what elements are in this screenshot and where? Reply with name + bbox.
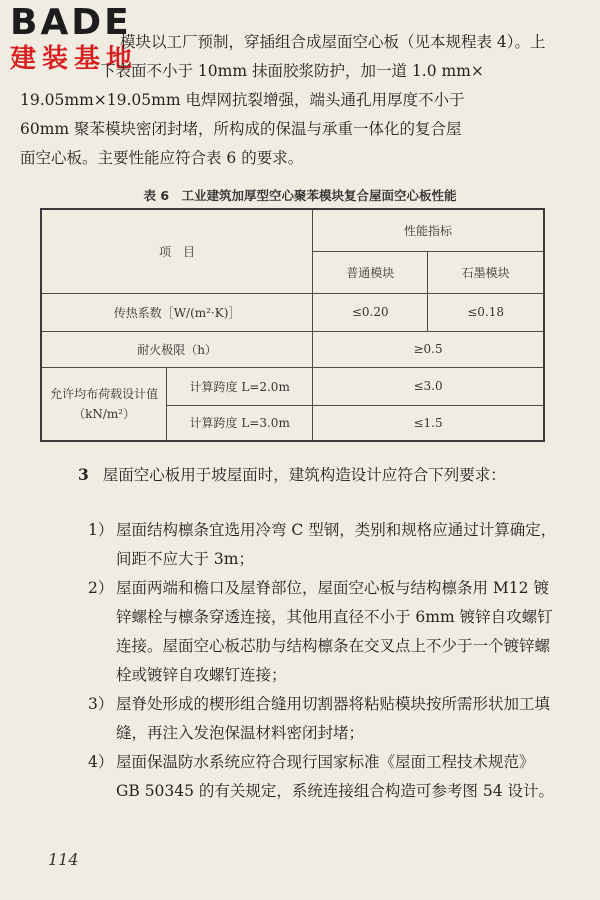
section-number: 3 — [78, 465, 89, 484]
section-3 — [60, 460, 560, 490]
header-item: 项 目 — [41, 209, 313, 293]
item-number: 4） — [88, 753, 114, 771]
list-item — [88, 516, 558, 574]
list-item — [88, 748, 558, 806]
list-item — [88, 690, 558, 748]
intro-line: 模块以工厂预制，穿插组合成屋面空心板（见本规程表 4）。上 — [120, 33, 546, 51]
item-number: 2） — [88, 579, 114, 597]
header-normal-module: 普通模块 — [313, 251, 428, 293]
item-number: 1） — [88, 521, 114, 539]
item-text: 屋脊处形成的楔形组合缝用切割器将粘贴模块按所需形状加工填缝，再注入发泡保温材料密闭封堵； — [116, 695, 551, 742]
header-performance: 性能指标 — [313, 209, 544, 251]
item-number: 3） — [88, 695, 114, 713]
intro-line: 60mm 聚苯模块密闭封堵，所构成的保温与承重一体化的复合屋 — [20, 120, 462, 138]
item-text: 屋面保温防水系统应符合现行国家标准《屋面工程技术规范》GB 50345 的有关规定，系统连接组合构造可参考图 54 设计。 — [116, 753, 555, 800]
section-text: 屋面空心板用于坡屋面时，建筑构造设计应符合下列要求： — [102, 466, 506, 484]
row-load-span1: 计算跨度 L=2.0m — [167, 367, 313, 405]
intro-line: 19.05mm×19.05mm 电焊网抗裂增强，端头通孔用厚度不小于 — [20, 91, 465, 109]
logo-text-en: BADE — [10, 2, 132, 43]
row-load-label: 允许均布荷载设计值（kN/m²） — [41, 367, 167, 441]
row-heat-label: 传热系数［W/(m²·K)］ — [41, 293, 313, 331]
row-load-val2: ≤1.5 — [313, 405, 544, 441]
intro-paragraph — [20, 28, 555, 173]
item-text: 屋面两端和檐口及屋脊部位，屋面空心板与结构檩条用 M12 镀锌螺栓与檩条穿透连接，其他用直径不小于 6mm 镀锌自攻螺钉连接。屋面空心板芯肋与结构檩条在交叉点上不少于一个镀锌螺栓或镀锌自攻螺钉连接； — [116, 579, 553, 684]
logo-text-cn: 建装基地 — [10, 44, 139, 74]
intro-line: 面空心板。主要性能应符合表 6 的要求。 — [20, 149, 304, 167]
requirement-list — [88, 516, 558, 806]
row-fire-value: ≥0.5 — [313, 331, 544, 367]
row-fire-label: 耐火极限（h） — [41, 331, 313, 367]
performance-table — [40, 208, 545, 442]
page-number: 114 — [48, 850, 79, 869]
list-item — [88, 574, 558, 690]
table-caption: 表 6 工业建筑加厚型空心聚苯模块复合屋面空心板性能 — [143, 188, 457, 203]
row-heat-graphite: ≤0.18 — [428, 293, 544, 331]
row-heat-normal: ≤0.20 — [313, 293, 428, 331]
item-text: 屋面结构檩条宜选用冷弯 C 型钢，类别和规格应通过计算确定，间距不应大于 3m； — [116, 521, 557, 568]
row-load-val1: ≤3.0 — [313, 367, 544, 405]
intro-line: 下表面不小于 10mm 抹面胶浆防护，加一道 1.0 mm× — [100, 62, 484, 80]
row-load-span2: 计算跨度 L=3.0m — [167, 405, 313, 441]
header-graphite-module: 石墨模块 — [428, 251, 544, 293]
